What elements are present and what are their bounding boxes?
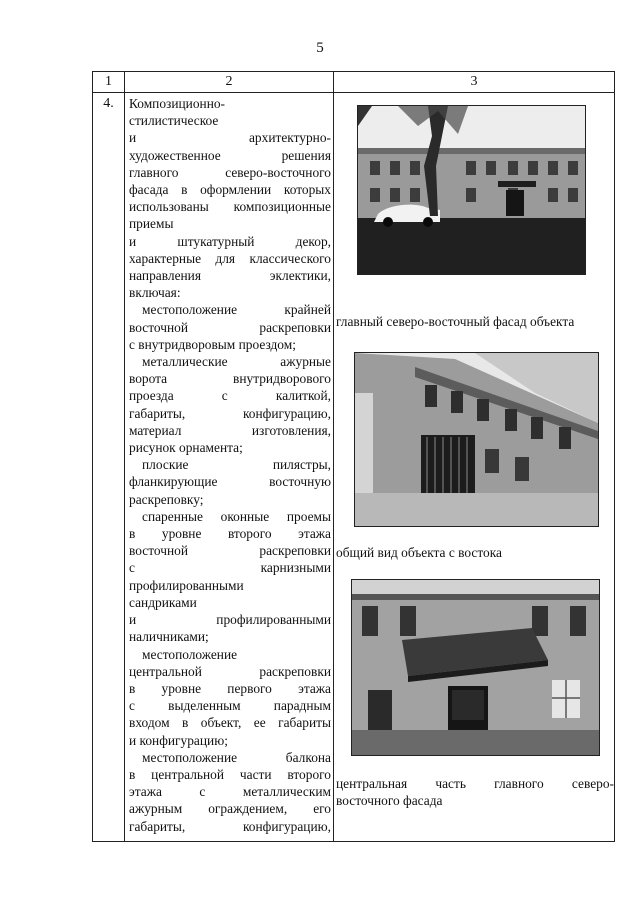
building-facade-photo	[357, 105, 586, 275]
description-paragraph-3: и штукатурный декор, характерные для классического направления эклектики, включая:	[129, 233, 331, 301]
description-cell	[125, 93, 334, 842]
description-paragraph-10: местоположение балкона в центральной части второго этажа с металлическим ажурным ограждением, его габариты, конфигурацию,	[129, 749, 331, 834]
description-paragraph-5: металлические ажурные ворота внутридворового проезда с калиткой, габариты, конфигурацию, материал изготовления, рисунок орнамента;	[129, 354, 331, 456]
description-paragraph-9: местоположение центральной раскреповки в уровне первого этажа с выделенным парадным входом в объект, ее габариты и конфигурацию;	[129, 646, 331, 748]
description-paragraph-4: местоположение крайней восточной раскреповки с внутридворовым проездом;	[129, 302, 331, 352]
row-number: 4.	[93, 93, 125, 842]
description-paragraph-2: и архитектурно- художественное решения главного северо-восточного фасада в оформлении которых использованы композиционные приемы	[129, 130, 331, 232]
column-header-2: 2	[125, 72, 334, 93]
column-header-1: 1	[93, 72, 125, 93]
photo-caption-east-view: общий вид объекта с востока	[336, 545, 502, 560]
monument-elements-table	[92, 71, 615, 842]
building-east-view-photo	[354, 352, 599, 527]
column-header-3: 3	[334, 72, 615, 93]
photos-cell	[334, 93, 615, 842]
building-entrance-photo	[351, 579, 600, 756]
table-row	[93, 93, 615, 842]
description-paragraph-8: и профилированными наличниками;	[129, 612, 331, 645]
description-paragraph-1: Композиционно- стилистическое	[129, 96, 226, 129]
table-header-row	[93, 72, 615, 93]
photo-caption-central: центральная часть главного северо- восточного фасада	[336, 776, 614, 809]
description-paragraph-7: спаренные оконные проемы в уровне второго этажа восточной раскреповки с карнизными профилированными сандриками	[129, 508, 331, 610]
description-paragraph-6: плоские пилястры, фланкирующие восточную раскреповку;	[129, 457, 331, 507]
photo-caption-facade: главный северо-восточный фасад объекта	[336, 314, 575, 329]
page-number: 5	[316, 40, 324, 56]
